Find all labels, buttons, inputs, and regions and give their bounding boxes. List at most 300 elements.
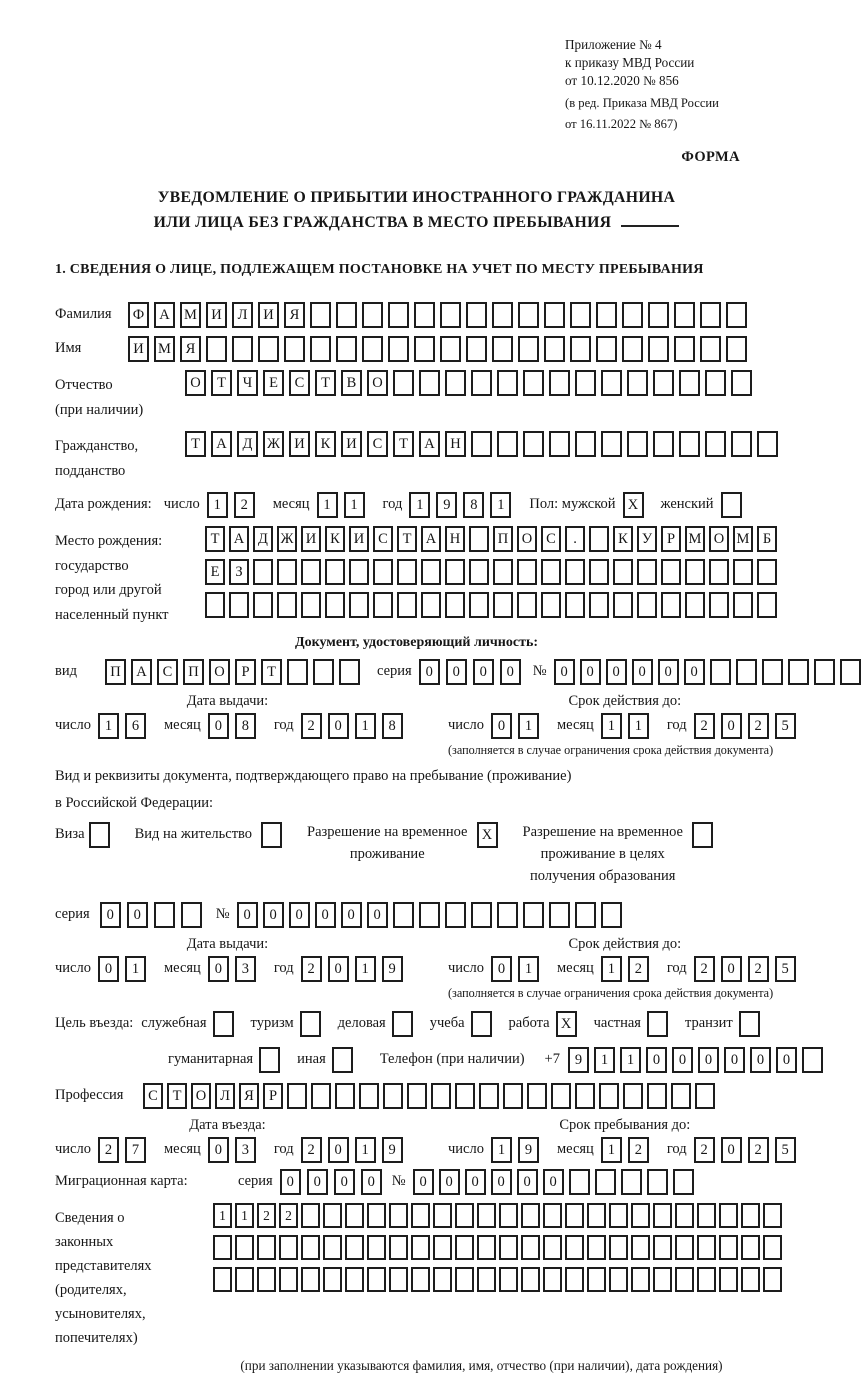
form-cell [257, 1235, 276, 1260]
form-cell: 0 [439, 1169, 460, 1195]
form-cell [493, 559, 513, 585]
form-cell: К [315, 431, 336, 457]
form-cell: 1 [601, 1137, 622, 1163]
form-cell [523, 370, 544, 396]
identity-valid-year [694, 713, 802, 739]
representatives-note: (при заполнении указываются фамилия, имя, отчество (при наличии), дата рождения) [240, 1357, 723, 1373]
form-cell [637, 592, 657, 618]
appendix-edition-line: от 16.11.2022 № 867) [565, 117, 678, 132]
migration-seriya-label: серия [238, 1172, 273, 1189]
form-cell [705, 370, 726, 396]
form-cell [235, 1267, 254, 1292]
form-cell [595, 1169, 616, 1195]
form-cell [232, 336, 253, 362]
form-cell [419, 370, 440, 396]
form-cell: 2 [748, 713, 769, 739]
form-cell [349, 559, 369, 585]
form-cell: 0 [606, 659, 627, 685]
form-cell: 0 [208, 713, 229, 739]
form-cell [692, 822, 713, 848]
form-cell: 3 [235, 956, 256, 982]
form-cell [661, 592, 681, 618]
identity-issue-year [301, 713, 409, 739]
form-cell [609, 1235, 628, 1260]
form-cell [433, 1203, 452, 1228]
form-cell [213, 1267, 232, 1292]
form-cell [362, 336, 383, 362]
form-cell [647, 1011, 668, 1037]
migration-card-row [55, 1169, 778, 1195]
form-cell: 0 [334, 1169, 355, 1195]
form-cell [679, 370, 700, 396]
form-cell: 2 [257, 1203, 276, 1228]
form-cell [609, 1203, 628, 1228]
form-cell [685, 592, 705, 618]
form-cell [719, 1267, 738, 1292]
form-cell: А [131, 659, 152, 685]
form-cell: О [209, 659, 230, 685]
form-cell: С [143, 1083, 163, 1109]
birthplace-row1-cells [205, 526, 781, 552]
form-cell [788, 659, 809, 685]
form-cell [521, 1235, 540, 1260]
form-cell: 0 [419, 659, 440, 685]
migration-num-label: № [391, 1172, 406, 1189]
purpose-option-label: учеба [429, 1014, 465, 1031]
form-cell [541, 559, 561, 585]
title-blank-underline [621, 211, 679, 227]
form-cell [697, 1267, 716, 1292]
form-cell: 0 [208, 1137, 229, 1163]
form-cell [455, 1267, 474, 1292]
residence-seriya-cells [100, 902, 208, 928]
birthplace-label: Место рождения: государство город или другой населенный пункт [55, 533, 169, 623]
form-cell: Д [237, 431, 258, 457]
form-cell [414, 336, 435, 362]
purpose-option-checkbox [213, 1011, 239, 1037]
form-cell [757, 431, 778, 457]
purpose-option-checkbox [556, 1011, 582, 1037]
form-cell: 0 [328, 1137, 349, 1163]
form-cell [674, 302, 695, 328]
entry-dates [55, 1116, 789, 1163]
patronymic-cells [185, 370, 757, 396]
form-cell [433, 1267, 452, 1292]
surname-row [55, 302, 778, 328]
residence-permit-option [135, 822, 287, 848]
form-cell: Р [263, 1083, 283, 1109]
residence-valid-month [601, 956, 655, 982]
form-cell: 1 [594, 1047, 615, 1073]
identity-valid-day [491, 713, 545, 739]
form-cell [479, 1083, 499, 1109]
form-cell [523, 902, 544, 928]
purpose-option-label: работа [508, 1014, 550, 1031]
form-cell [393, 902, 414, 928]
form-cell [154, 902, 175, 928]
form-cell: И [128, 336, 149, 362]
form-cell: 0 [446, 659, 467, 685]
temp-residence-education-checkbox [692, 822, 718, 848]
form-cell [259, 1047, 280, 1073]
form-cell: 0 [98, 956, 119, 982]
sex-female-label: женский [660, 496, 714, 513]
month-label: месяц [272, 496, 310, 513]
form-cell [310, 336, 331, 362]
purpose-option-label: гуманитарная [168, 1050, 254, 1067]
form-cell: Я [284, 302, 305, 328]
form-cell: С [541, 526, 561, 552]
identity-issue-day [98, 713, 152, 739]
form-cell [575, 370, 596, 396]
form-cell: Р [661, 526, 681, 552]
form-cell: 0 [491, 956, 512, 982]
form-cell [421, 559, 441, 585]
form-cell [679, 431, 700, 457]
form-cell: М [685, 526, 705, 552]
form-cell: М [154, 336, 175, 362]
form-cell: И [258, 302, 279, 328]
form-cell: X [477, 822, 498, 848]
form-cell [709, 592, 729, 618]
form-cell: 1 [601, 956, 622, 982]
firstname-label: Имя [55, 340, 82, 357]
form-cell: . [565, 526, 585, 552]
form-cell [710, 659, 731, 685]
surname-cells [128, 302, 752, 328]
form-cell: 0 [580, 659, 601, 685]
form-cell [695, 1083, 715, 1109]
form-cell [471, 902, 492, 928]
form-cell: П [493, 526, 513, 552]
form-title-line1: УВЕДОМЛЕНИЕ О ПРИБЫТИИ ИНОСТРАННОГО ГРАЖДАНИНА [157, 189, 676, 207]
form-cell [733, 559, 753, 585]
birthplace-cellrows [205, 526, 781, 618]
form-cell [675, 1203, 694, 1228]
stay-year [694, 1137, 802, 1163]
section1-heading: 1. СВЕДЕНИЯ О ЛИЦЕ, ПОДЛЕЖАЩЕМ ПОСТАНОВКЕ НА УЧЕТ ПО МЕСТУ ПРЕБЫВАНИЯ [55, 262, 704, 278]
form-cell [653, 1235, 672, 1260]
residence-valid-day [491, 956, 545, 982]
form-cell: Т [185, 431, 206, 457]
form-cell [647, 1083, 667, 1109]
form-cell: 1 [490, 492, 511, 518]
form-cell [471, 431, 492, 457]
identity-dates [55, 693, 789, 758]
form-cell [373, 559, 393, 585]
form-cell [300, 1011, 321, 1037]
form-cell: 1 [355, 956, 376, 982]
form-cell: 5 [775, 1137, 796, 1163]
form-cell [279, 1235, 298, 1260]
form-cell: Ж [277, 526, 297, 552]
form-cell [647, 1169, 668, 1195]
identity-doc-row [55, 659, 778, 685]
form-cell: 0 [684, 659, 705, 685]
form-cell [627, 431, 648, 457]
form-cell [709, 559, 729, 585]
form-cell [389, 1267, 408, 1292]
year-label: год [382, 496, 403, 513]
form-cell [587, 1267, 606, 1292]
form-cell: Л [232, 302, 253, 328]
form-cell [569, 1169, 590, 1195]
form-cell: 0 [776, 1047, 797, 1073]
form-cell: З [229, 559, 249, 585]
form-cell: Б [757, 526, 777, 552]
form-cell [414, 302, 435, 328]
form-cell: Н [445, 431, 466, 457]
form-cell [570, 302, 591, 328]
form-cell [609, 1267, 628, 1292]
form-cell [258, 336, 279, 362]
form-cell [287, 659, 308, 685]
form-cell [565, 592, 585, 618]
form-cell: И [301, 526, 321, 552]
form-cell [523, 431, 544, 457]
form-cell: 0 [721, 713, 742, 739]
entry-date-title: Дата въезда: [189, 1116, 266, 1133]
form-cell [323, 1235, 342, 1260]
form-cell: О [185, 370, 206, 396]
form-cell [469, 592, 489, 618]
residence-valid-year [694, 956, 802, 982]
form-cell [455, 1083, 475, 1109]
form-cell [469, 559, 489, 585]
form-cell [345, 1235, 364, 1260]
form-cell: 0 [263, 902, 284, 928]
purpose-option-checkbox [471, 1011, 497, 1037]
form-cell: И [206, 302, 227, 328]
citizenship-label: Гражданство, подданство [55, 438, 139, 480]
form-cell [284, 336, 305, 362]
form-cell [671, 1083, 691, 1109]
form-cell [411, 1203, 430, 1228]
appendix-header [565, 36, 760, 133]
form-cell: 0 [672, 1047, 693, 1073]
phone-prefix: +7 [544, 1050, 560, 1067]
phone-cells [568, 1047, 828, 1073]
form-cell [497, 902, 518, 928]
form-cell: 9 [518, 1137, 539, 1163]
forma-label: ФОРМА [681, 149, 740, 166]
form-cell: 5 [775, 956, 796, 982]
birthplace-row2-cells [205, 559, 781, 585]
form-cell [497, 431, 518, 457]
form-cell [287, 1083, 307, 1109]
stay-day [491, 1137, 545, 1163]
form-cell: К [325, 526, 345, 552]
form-cell [455, 1235, 474, 1260]
form-cell: Е [205, 559, 225, 585]
form-cell [623, 1083, 643, 1109]
form-cell: 0 [724, 1047, 745, 1073]
form-cell: 2 [694, 956, 715, 982]
form-cell [411, 1235, 430, 1260]
appendix-line: от 10.12.2020 № 856 [565, 73, 679, 89]
sex-male-checkbox [623, 492, 649, 518]
form-cell [206, 336, 227, 362]
form-cell [673, 1169, 694, 1195]
identity-valid-col: Срок действия до: число 0 1 месяц 1 1 год 2 0 2 5 (заполняется в случае ограничения срока действия документа) [448, 693, 802, 758]
form-cell: 1 [213, 1203, 232, 1228]
form-cell: С [367, 431, 388, 457]
form-cell: 0 [328, 713, 349, 739]
form-cell: 1 [355, 1137, 376, 1163]
sex-male-label: Пол: мужской [529, 496, 616, 513]
form-cell [213, 1235, 232, 1260]
form-cell: Л [215, 1083, 235, 1109]
form-cell [697, 1203, 716, 1228]
form-cell: 2 [694, 713, 715, 739]
form-cell: 0 [328, 956, 349, 982]
form-cell [601, 370, 622, 396]
representatives-cellrows [213, 1203, 785, 1299]
form-cell [445, 592, 465, 618]
purpose-option-label: служебная [141, 1014, 207, 1031]
temp-residence-label: Разрешение на временное проживание [307, 824, 468, 863]
form-cell: 0 [491, 1169, 512, 1195]
surname-label: Фамилия [55, 306, 112, 323]
form-cell [622, 336, 643, 362]
form-cell: 0 [413, 1169, 434, 1195]
form-cell [741, 1235, 760, 1260]
form-cell [741, 1203, 760, 1228]
form-cell [339, 659, 360, 685]
form-cell: 2 [694, 1137, 715, 1163]
residence-issue-month [208, 956, 262, 982]
form-cell: 1 [235, 1203, 254, 1228]
form-cell: М [180, 302, 201, 328]
identity-issue-month [208, 713, 262, 739]
form-cell [367, 1267, 386, 1292]
purpose-option-checkbox [332, 1047, 358, 1073]
stay-month [601, 1137, 655, 1163]
form-cell [392, 1011, 413, 1037]
form-cell [440, 336, 461, 362]
form-cell: 9 [382, 956, 403, 982]
form-cell: 1 [98, 713, 119, 739]
residence-doc-line1: Вид и реквизиты документа, подтверждающего право на пребывание (проживание) [55, 768, 572, 785]
form-cell [359, 1083, 379, 1109]
form-cell [407, 1083, 427, 1109]
form-cell [493, 592, 513, 618]
form-cell [675, 1267, 694, 1292]
appendix-edition-line: (в ред. Приказа МВД России [565, 95, 719, 110]
purpose-option-checkbox [392, 1011, 418, 1037]
form-cell [587, 1203, 606, 1228]
residence-seriya-row [55, 902, 778, 928]
form-cell: С [157, 659, 178, 685]
form-cell: 2 [301, 713, 322, 739]
form-cell [313, 659, 334, 685]
form-cell [445, 902, 466, 928]
form-cell: 7 [125, 1137, 146, 1163]
form-cell: П [183, 659, 204, 685]
purpose-option-checkbox [259, 1047, 285, 1073]
identity-doc-heading: Документ, удостоверяющий личность: [294, 635, 539, 651]
form-cell [565, 1235, 584, 1260]
visa-checkbox [89, 822, 115, 848]
form-cell: 1 [344, 492, 365, 518]
form-cell: 0 [361, 1169, 382, 1195]
form-cell [235, 1235, 254, 1260]
form-cell [731, 431, 752, 457]
migration-seriya-cells [280, 1169, 388, 1195]
form-cell: Т [167, 1083, 187, 1109]
form-cell [433, 1235, 452, 1260]
phone-label: Телефон (при наличии) [379, 1050, 525, 1067]
form-cell [541, 592, 561, 618]
form-cell: Н [445, 526, 465, 552]
residence-permit-checkbox [261, 822, 287, 848]
form-cell [631, 1267, 650, 1292]
form-cell: Т [211, 370, 232, 396]
form-cell [757, 592, 777, 618]
profession-row [55, 1083, 778, 1109]
form-cell: О [709, 526, 729, 552]
issue-date-title: Дата выдачи: [186, 693, 269, 710]
form-cell: 2 [748, 1137, 769, 1163]
temp-residence-checkbox [477, 822, 503, 848]
form-cell [543, 1235, 562, 1260]
form-cell: 9 [382, 1137, 403, 1163]
form-cell [719, 1235, 738, 1260]
form-cell [257, 1267, 276, 1292]
patronymic-label: Отчество (при наличии) [55, 370, 185, 423]
form-cell [499, 1235, 518, 1260]
form-cell [653, 1203, 672, 1228]
form-cell [700, 302, 721, 328]
form-cell: 1 [317, 492, 338, 518]
form-cell [335, 1083, 355, 1109]
purpose-option-checkbox [647, 1011, 673, 1037]
doc-seriya-cells [419, 659, 527, 685]
form-cell [301, 559, 321, 585]
form-title [55, 186, 778, 235]
form-cell [279, 1267, 298, 1292]
form-cell [599, 1083, 619, 1109]
form-cell [653, 370, 674, 396]
form-cell [466, 336, 487, 362]
form-cell: 2 [748, 956, 769, 982]
form-cell [421, 592, 441, 618]
form-cell: Р [235, 659, 256, 685]
form-cell: К [613, 526, 633, 552]
form-cell [477, 1203, 496, 1228]
residence-valid-col: Срок действия до: число 0 1 месяц 1 2 год 2 0 2 5 (заполняется в случае ограничения срока действия документа) [448, 936, 802, 1001]
residence-issue-title: Дата выдачи: [186, 935, 269, 952]
form-cell: П [105, 659, 126, 685]
form-cell [325, 592, 345, 618]
doc-num-label: № [532, 663, 547, 680]
purpose-label: Цель въезда: [55, 1014, 134, 1031]
form-cell [499, 1203, 518, 1228]
form-cell [345, 1203, 364, 1228]
migration-num-cells [413, 1169, 699, 1195]
form-cell [589, 559, 609, 585]
form-cell: 0 [473, 659, 494, 685]
representatives-label: Сведения о законных представителях (родителях, усыновителях, попечителях) [55, 1209, 152, 1346]
visa-option [55, 822, 115, 848]
residence-issue-day [98, 956, 152, 982]
form-cell [700, 336, 721, 362]
form-cell: Д [253, 526, 273, 552]
form-cell: 1 [125, 956, 146, 982]
profession-label: Профессия [55, 1086, 124, 1103]
form-cell [731, 370, 752, 396]
form-cell: Е [263, 370, 284, 396]
